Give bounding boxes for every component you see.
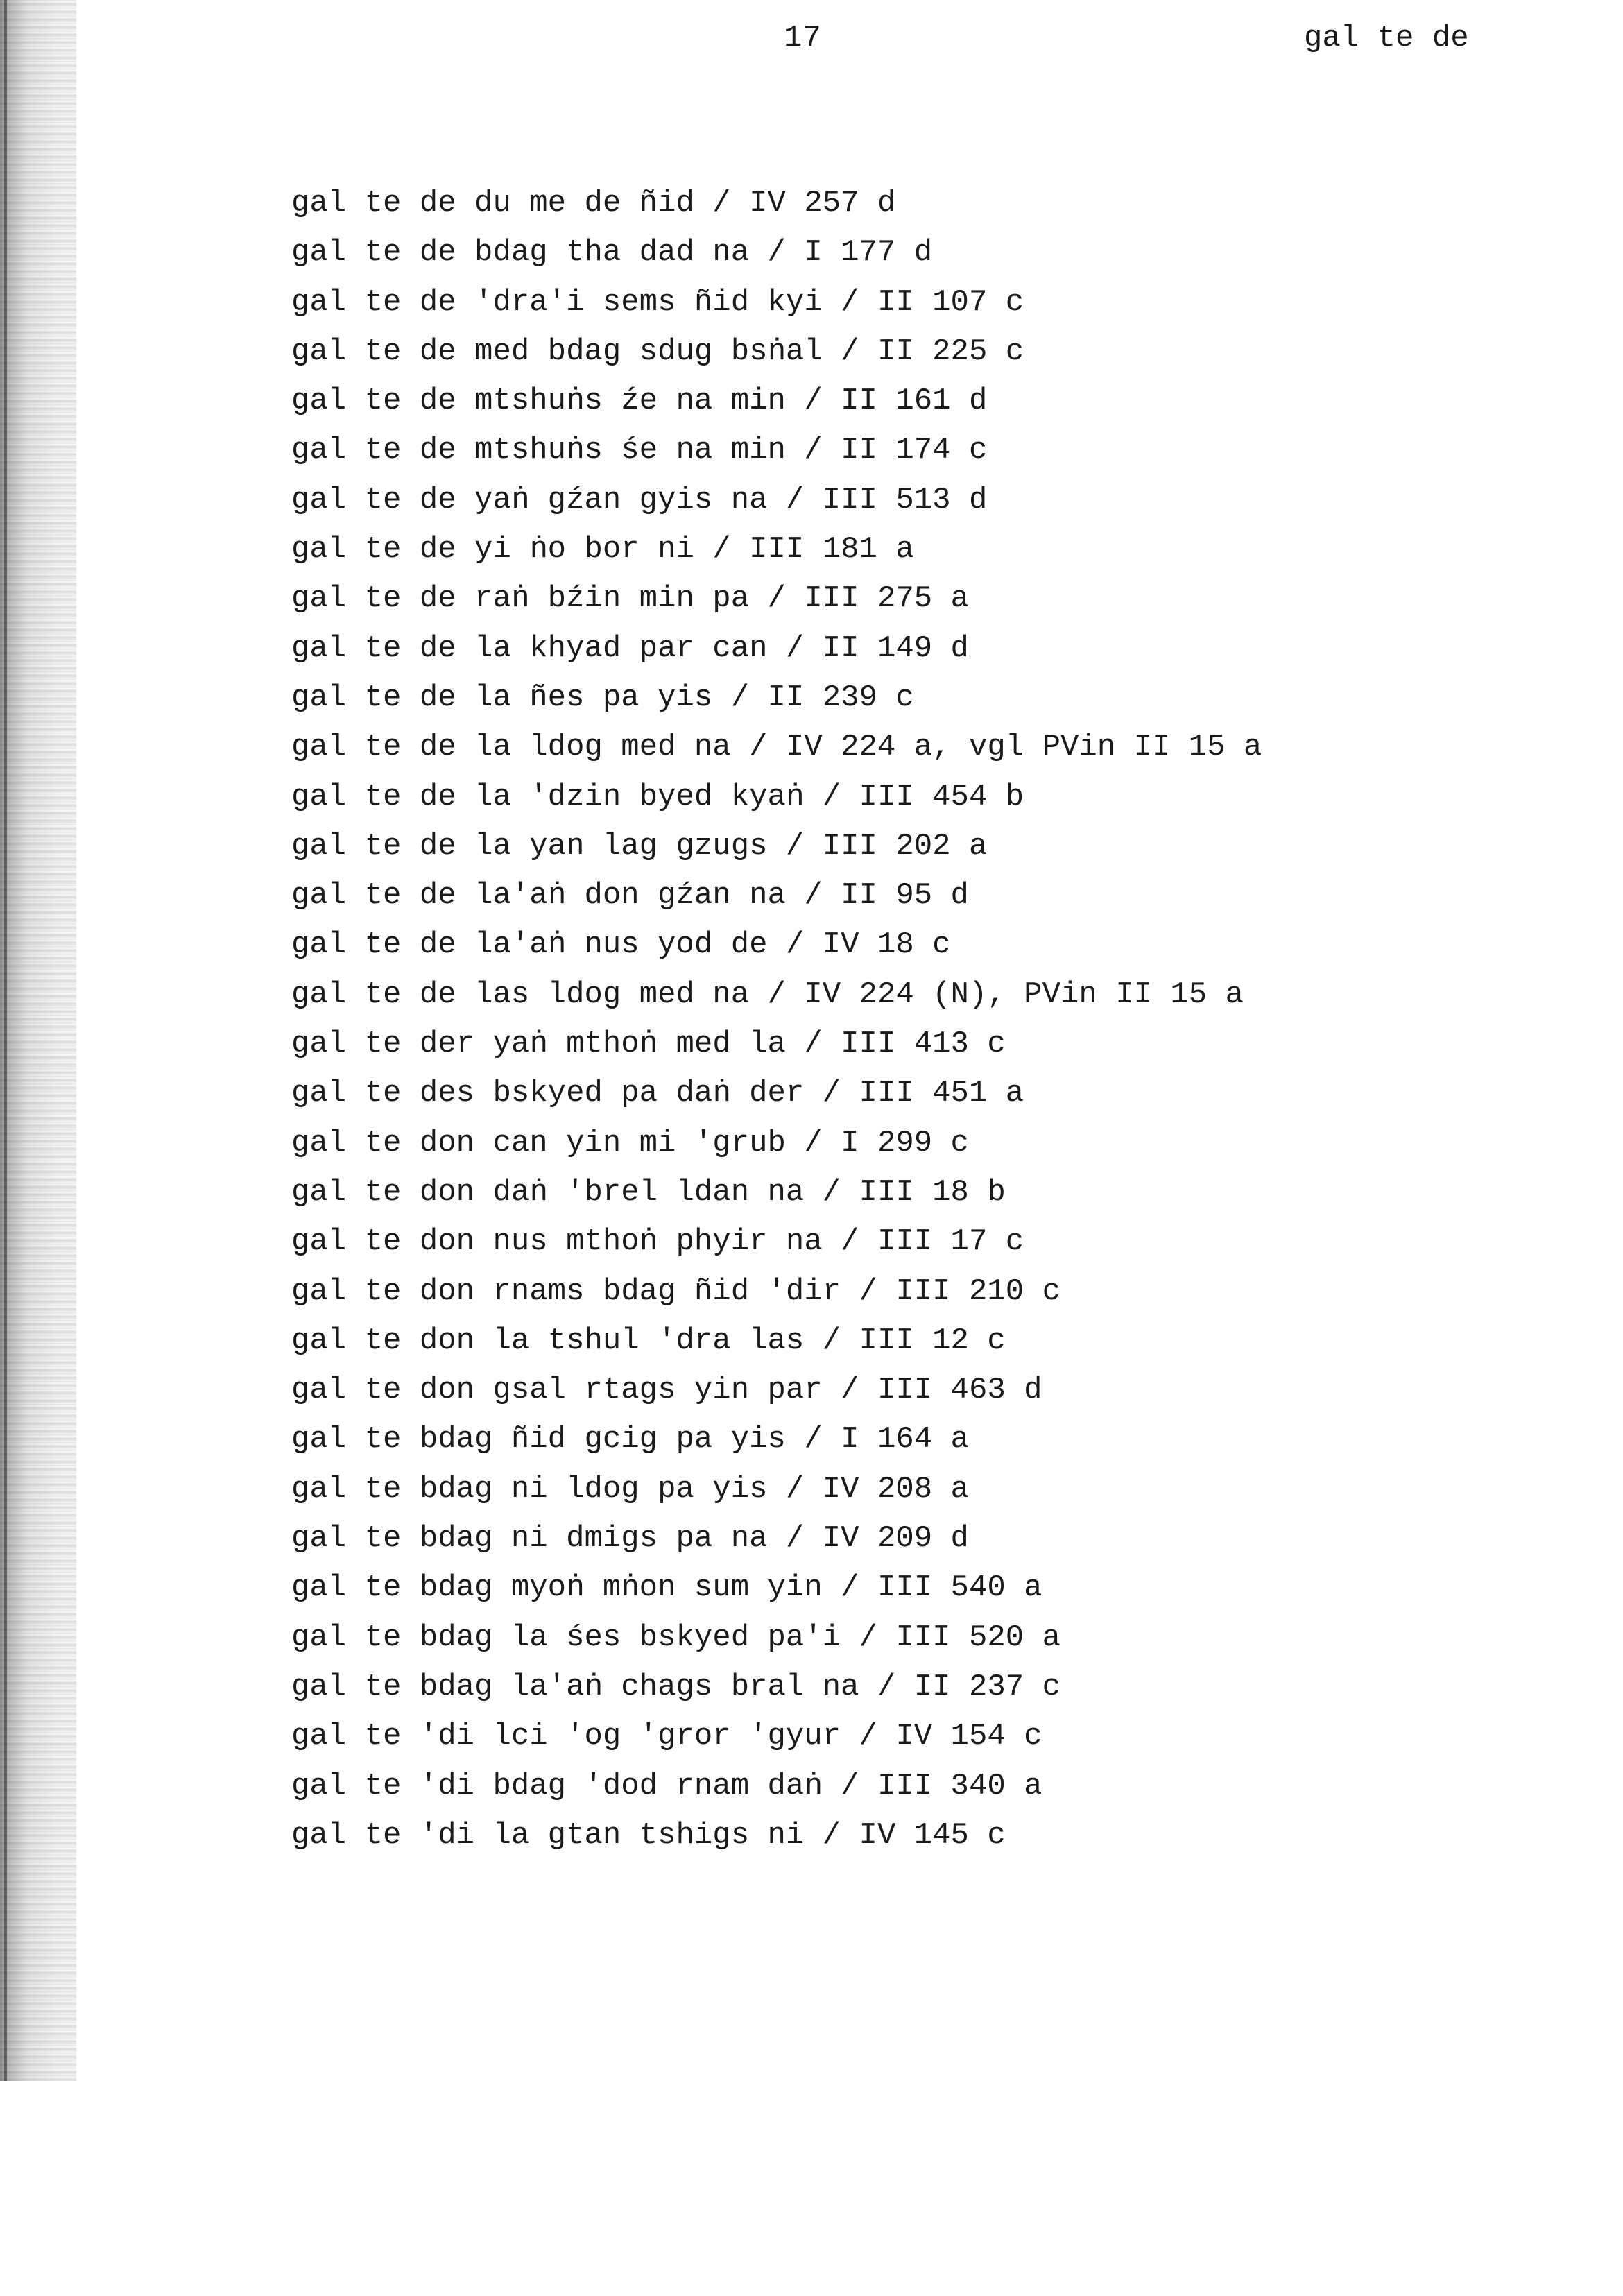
index-entry: gal te bdag ni dmigs pa na / IV 209 d (291, 1521, 969, 1557)
index-entry: gal te de mtshuṅs źe na min / II 161 d (291, 384, 988, 419)
index-entry: gal te bdag la śes bskyed pa'i / III 520 a (291, 1620, 1060, 1655)
index-entry: gal te don nus mthoṅ phyir na / III 17 c (291, 1224, 1024, 1260)
scan-binding-line (4, 0, 7, 2081)
index-entry: gal te don rnams bdag ñid 'dir / III 210 c (291, 1274, 1060, 1309)
index-entry: gal te 'di lci 'og 'gror 'gyur / IV 154 c (291, 1719, 1042, 1754)
index-entry: gal te 'di la gtan tshigs ni / IV 145 c (291, 1817, 1006, 1853)
index-entry: gal te de yi ṅo bor ni / III 181 a (291, 532, 914, 567)
index-entry: gal te don can yin mi 'grub / I 299 c (291, 1125, 969, 1160)
index-entry: gal te de yaṅ gźan gyis na / III 513 d (291, 482, 988, 517)
index-entry: gal te de la ñes pa yis / II 239 c (291, 680, 914, 715)
index-entry: gal te don daṅ 'brel ldan na / III 18 b (291, 1174, 1006, 1210)
index-entry: gal te de la'aṅ don gźan na / II 95 d (291, 878, 969, 914)
index-entry: gal te de 'dra'i sems ñid kyi / II 107 c (291, 284, 1024, 320)
index-entry: gal te don gsal rtags yin par / III 463 d (291, 1373, 1042, 1408)
index-entry: gal te de raṅ bźin min pa / III 275 a (291, 581, 969, 617)
scan-shadow-edge (0, 0, 76, 2081)
index-entry: gal te bdag ni ldog pa yis / IV 208 a (291, 1471, 969, 1507)
index-entry-list (291, 179, 1262, 1860)
index-entry: gal te de la'aṅ nus yod de / IV 18 c (291, 927, 951, 963)
index-entry: gal te bdag la'aṅ chags bral na / II 237 c (291, 1669, 1060, 1704)
index-entry: gal te de med bdag sdug bsṅal / II 225 c (291, 334, 1024, 369)
index-entry: gal te 'di bdag 'dod rnam daṅ / III 340 a (291, 1768, 1042, 1804)
index-entry: gal te de mtshuṅs śe na min / II 174 c (291, 433, 988, 468)
index-entry: gal te de la ldog med na / IV 224 a, vgl PVin II 15 a (291, 730, 1262, 765)
index-entry: gal te de du me de ñid / IV 257 d (291, 186, 896, 221)
index-entry: gal te de la khyad par can / II 149 d (291, 631, 969, 666)
running-head: gal te de (1304, 21, 1469, 55)
page-number: 17 (784, 21, 822, 55)
index-entry: gal te de la yan lag gzugs / III 202 a (291, 828, 988, 864)
index-entry: gal te der yaṅ mthoṅ med la / III 413 c (291, 1027, 1006, 1062)
index-entry: gal te don la tshul 'dra las / III 12 c (291, 1323, 1006, 1358)
index-entry: gal te bdag ñid gcig pa yis / I 164 a (291, 1422, 969, 1457)
index-entry: gal te de las ldog med na / IV 224 (N), PVin II 15 a (291, 977, 1244, 1012)
index-entry: gal te de la 'dzin byed kyaṅ / III 454 b (291, 779, 1024, 814)
index-entry: gal te de bdag tha dad na / I 177 d (291, 235, 933, 271)
index-entry: gal te bdag myoṅ mṅon sum yin / III 540 a (291, 1570, 1042, 1606)
index-entry: gal te des bskyed pa daṅ der / III 451 a (291, 1076, 1024, 1111)
